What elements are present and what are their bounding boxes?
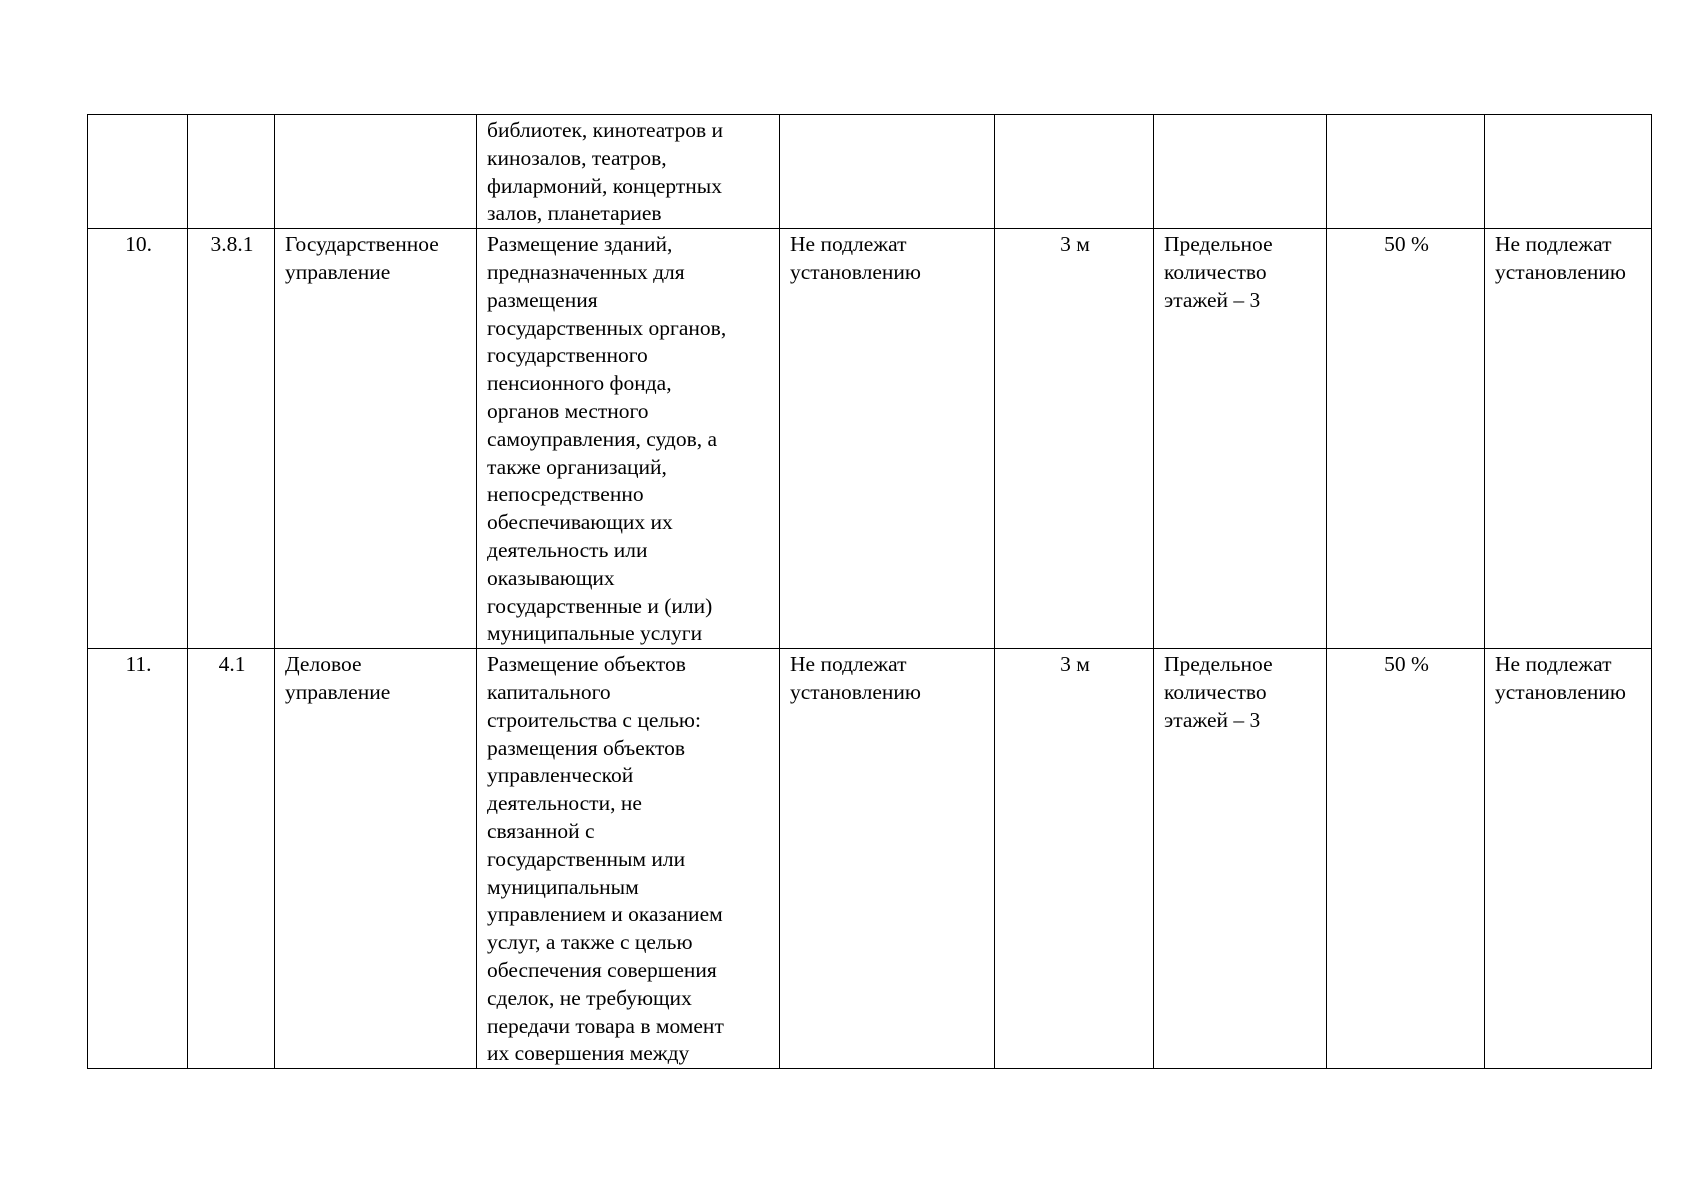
cell-text-line: сделок, не требующих [487, 985, 692, 1010]
cell-text [1495, 231, 1643, 287]
cell-text-line: установлению [1495, 679, 1626, 704]
cell-text-line: передачи товара в момент [487, 1013, 724, 1038]
use-code-cell [188, 649, 275, 1069]
use-description-cell [477, 229, 780, 649]
use-description-cell [477, 115, 780, 229]
zoning-regulations-table [87, 114, 1652, 1069]
cell-text-line: количество [1164, 679, 1267, 704]
max-coverage-cell [1327, 115, 1485, 229]
cell-text-line: управлением и оказанием [487, 902, 723, 927]
cell-text: 50 % [1384, 652, 1429, 677]
cell-text-line: установлению [790, 259, 921, 284]
cell-text-line: капитального [487, 679, 611, 704]
cell-text-line: Предельное [1164, 232, 1273, 257]
max-floors-cell [1154, 229, 1327, 649]
cell-text-line: залов, планетариев [487, 201, 662, 226]
cell-text [790, 651, 986, 707]
cell-text [1164, 651, 1318, 734]
cell-text-line: управление [285, 259, 391, 284]
cell-text-line: муниципальным [487, 874, 639, 899]
cell-text-line: государственным или [487, 846, 686, 871]
use-name-cell [275, 229, 477, 649]
cell-text [790, 231, 986, 287]
table-row [88, 229, 1652, 649]
cell-text-line: филармоний, концертных [487, 173, 722, 198]
cell-text-line: услуг, а также с целью [487, 930, 693, 955]
cell-text-line: размещения [487, 287, 598, 312]
cell-text-line: государственные и (или) [487, 593, 713, 618]
max-coverage-cell [1327, 229, 1485, 649]
other-params-cell [1485, 649, 1652, 1069]
cell-text: 3 м [1060, 232, 1090, 257]
cell-text-line: Размещение зданий, [487, 232, 673, 257]
plot-size-cell [780, 115, 995, 229]
min-indent-cell [995, 115, 1154, 229]
cell-text-line: Государственное [285, 232, 439, 257]
cell-text-line: Деловое [285, 652, 362, 677]
row-number-cell [88, 229, 188, 649]
cell-text-line: непосредственно [487, 482, 644, 507]
other-params-cell [1485, 229, 1652, 649]
cell-text-line: размещения объектов [487, 735, 685, 760]
row-number-cell [88, 649, 188, 1069]
plot-size-cell [780, 649, 995, 1069]
cell-text-line: количество [1164, 259, 1267, 284]
cell-text [285, 651, 468, 707]
cell-text-line: деятельность или [487, 537, 648, 562]
cell-text: 10. [125, 232, 152, 257]
cell-text-line: Не подлежат [790, 232, 907, 257]
cell-text [1164, 231, 1318, 314]
cell-text [487, 651, 771, 1068]
cell-text: 11. [125, 652, 152, 677]
max-coverage-cell [1327, 649, 1485, 1069]
cell-text: 50 % [1384, 232, 1429, 257]
cell-text-line: также организаций, [487, 454, 667, 479]
cell-text-line: Не подлежат [1495, 232, 1612, 257]
use-name-cell [275, 115, 477, 229]
cell-text-line: органов местного [487, 398, 649, 423]
cell-text-line: их совершения между [487, 1041, 690, 1066]
cell-text-line: муниципальные услуги [487, 621, 703, 646]
cell-text-line: этажей – 3 [1164, 707, 1261, 732]
max-floors-cell [1154, 115, 1327, 229]
use-description-cell [477, 649, 780, 1069]
plot-size-cell [780, 229, 995, 649]
cell-text-line: оказывающих [487, 565, 615, 590]
cell-text-line: предназначенных для [487, 259, 685, 284]
cell-text-line: обеспечивающих их [487, 510, 673, 535]
use-code-cell [188, 229, 275, 649]
cell-text [487, 117, 771, 228]
cell-text [285, 231, 468, 287]
cell-text-line: Предельное [1164, 652, 1273, 677]
cell-text-line: обеспечения совершения [487, 957, 717, 982]
cell-text-line: установлению [790, 679, 921, 704]
cell-text-line: управление [285, 679, 391, 704]
cell-text-line: Не подлежат [790, 652, 907, 677]
cell-text-line: Не подлежат [1495, 652, 1612, 677]
min-indent-cell [995, 229, 1154, 649]
cell-text: 3.8.1 [210, 232, 254, 257]
cell-text-line: Размещение объектов [487, 652, 686, 677]
cell-text-line: библиотек, кинотеатров и [487, 118, 723, 142]
cell-text-line: деятельности, не [487, 791, 642, 816]
table-body [88, 115, 1652, 1069]
cell-text: 4.1 [218, 652, 246, 677]
cell-text [1495, 651, 1643, 707]
max-floors-cell [1154, 649, 1327, 1069]
cell-text-line: кинозалов, театров, [487, 145, 667, 170]
cell-text-line: связанной с [487, 818, 595, 843]
cell-text-line: государственных органов, [487, 315, 727, 340]
min-indent-cell [995, 649, 1154, 1069]
cell-text-line: этажей – 3 [1164, 287, 1261, 312]
cell-text-line: самоуправления, судов, а [487, 426, 718, 451]
table-row [88, 115, 1652, 229]
cell-text [487, 231, 771, 648]
cell-text-line: государственного [487, 343, 648, 368]
use-code-cell [188, 115, 275, 229]
cell-text-line: управленческой [487, 763, 634, 788]
row-number-cell [88, 115, 188, 229]
table-row [88, 649, 1652, 1069]
other-params-cell [1485, 115, 1652, 229]
use-name-cell [275, 649, 477, 1069]
cell-text-line: пенсионного фонда, [487, 371, 672, 396]
cell-text: 3 м [1060, 652, 1090, 677]
cell-text-line: строительства с целью: [487, 707, 701, 732]
cell-text-line: установлению [1495, 259, 1626, 284]
